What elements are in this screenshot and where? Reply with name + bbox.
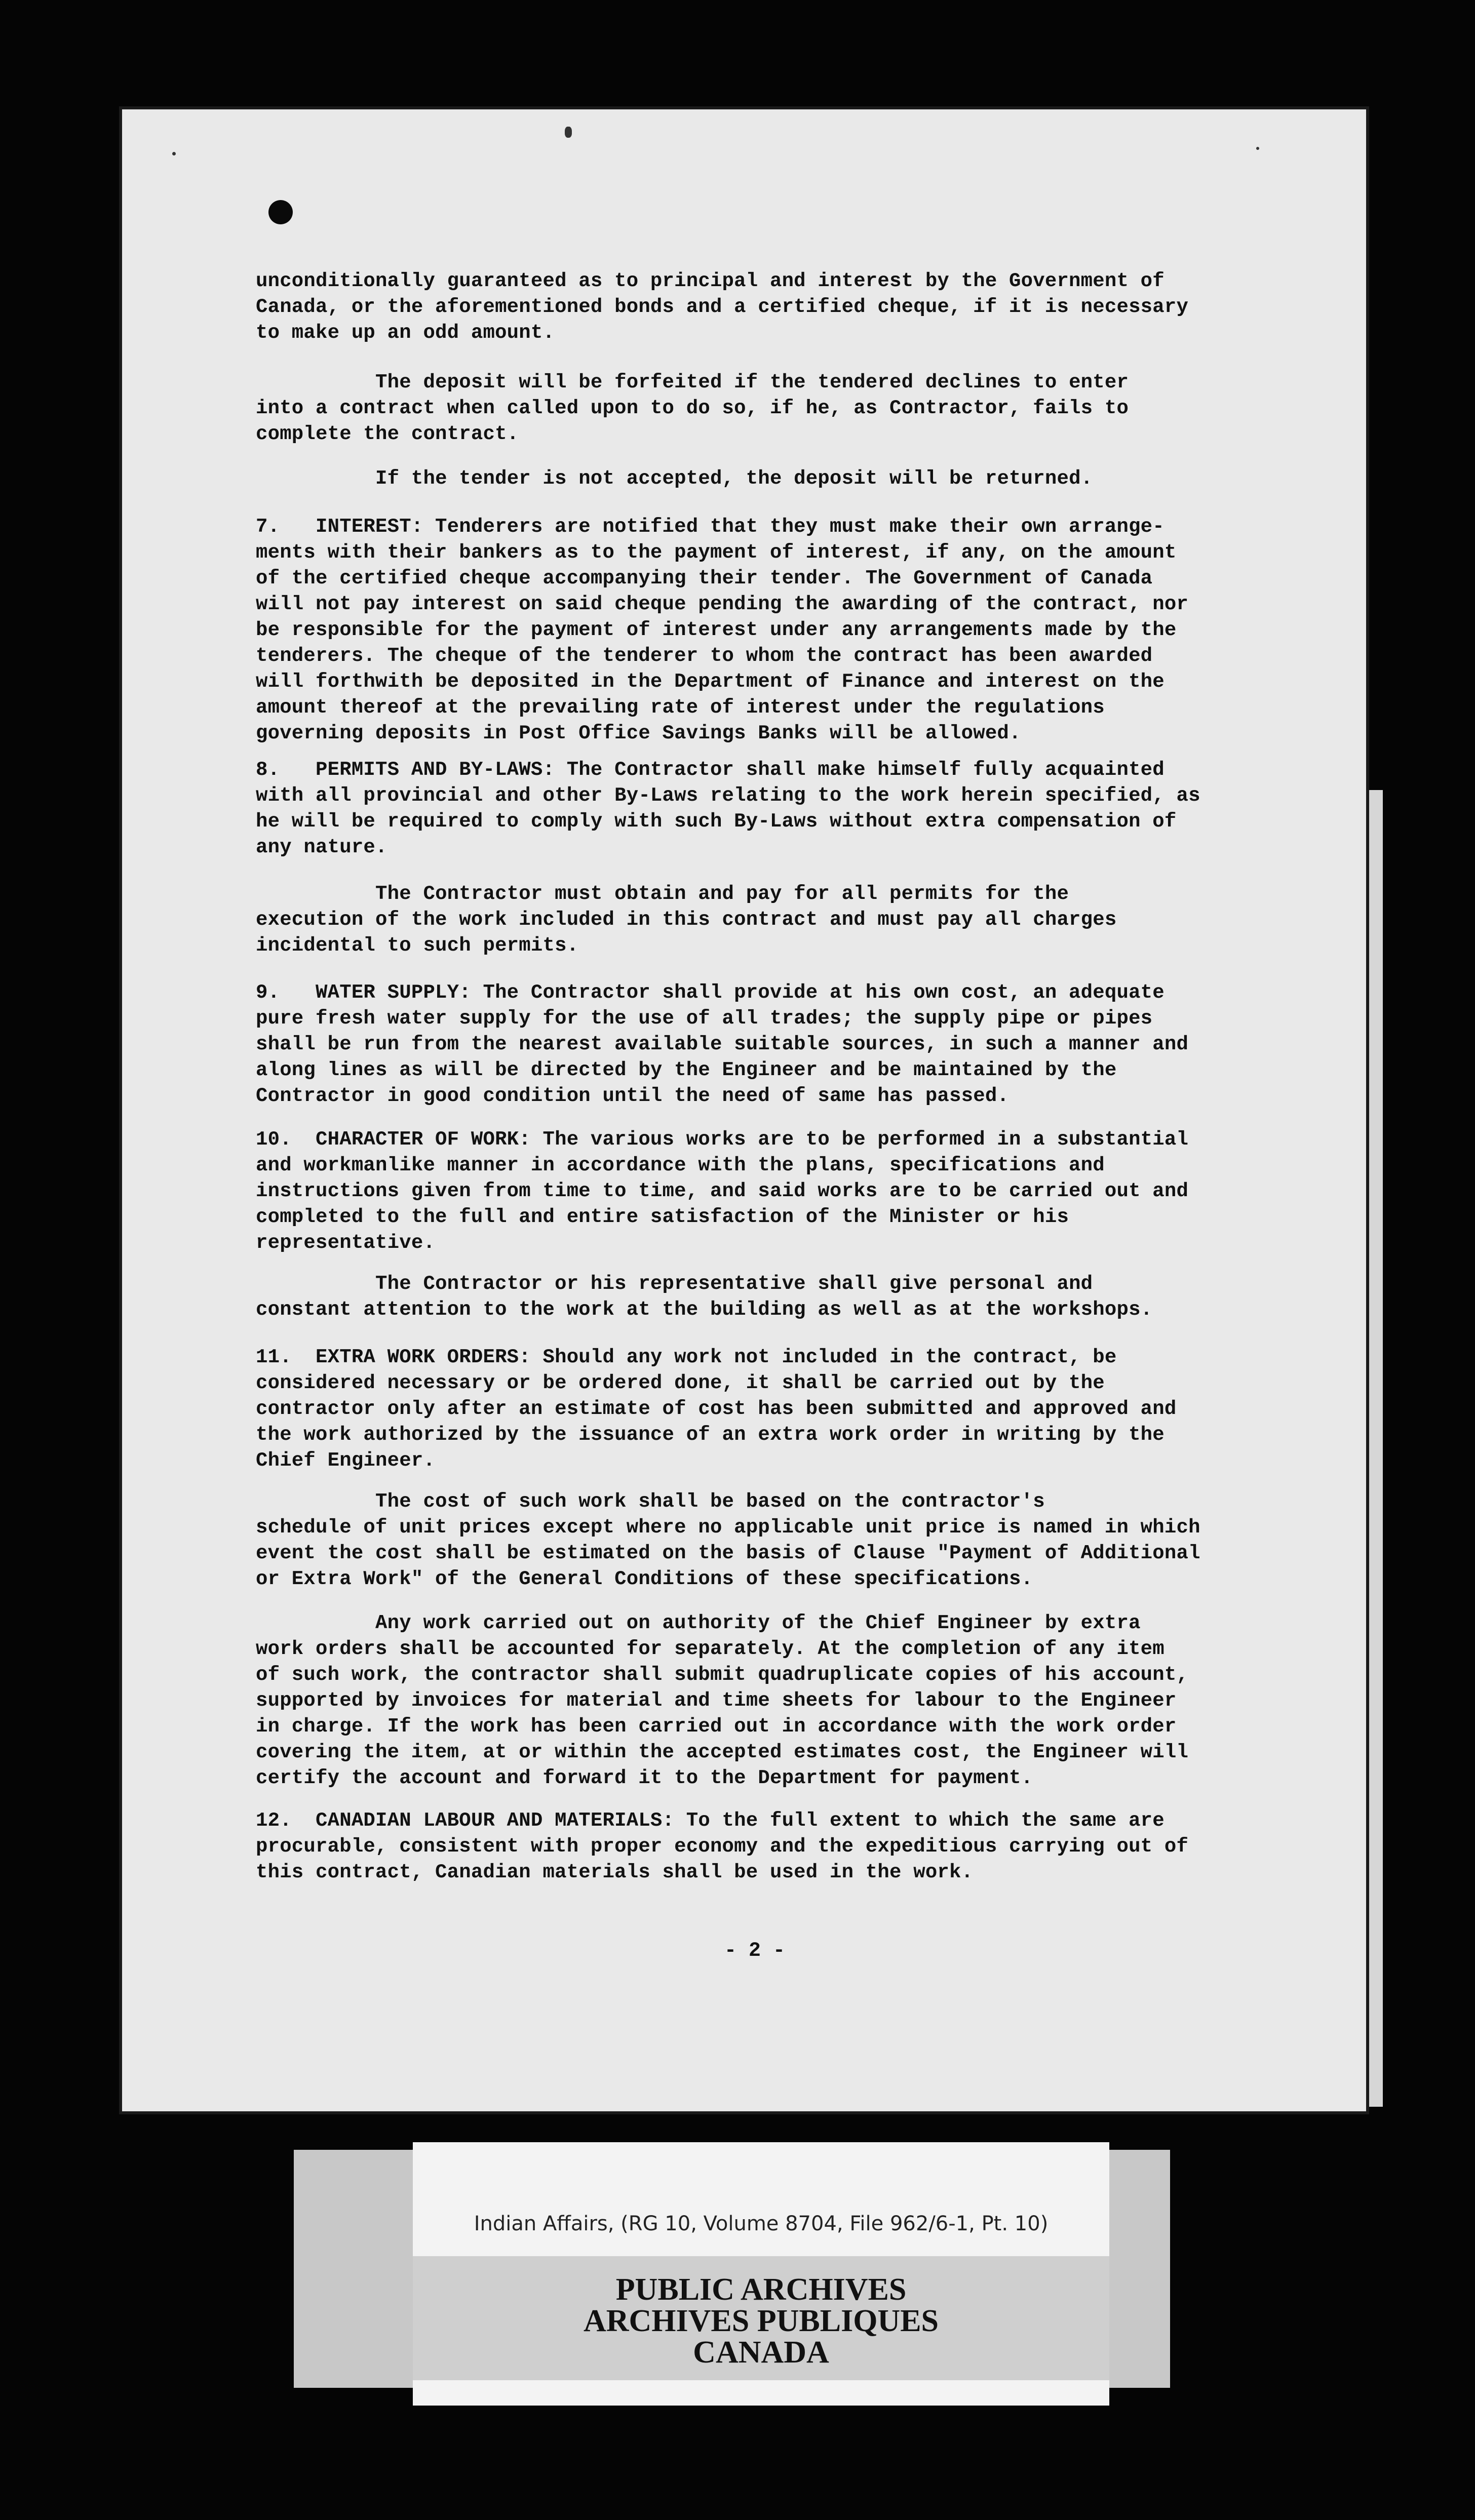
speck xyxy=(1256,147,1259,150)
clause-12-canadian-labour-and-materials: 12. CANADIAN LABOUR AND MATERIALS: To the full extent to which the same are procurable, consistent with proper economy and the expeditious carrying out of this contract, Canadian materials shall be used in the work. xyxy=(256,1809,1189,1883)
paragraph: The Contractor or his representative shall give personal and constant attention to the work at the building as well as at the workshops. xyxy=(256,1273,1153,1321)
clause-7-interest: 7. INTEREST: Tenderers are notified that they must make their own arrange- ments with their bankers as to the payment of interest, if any, on the amount of the certified cheque accompanying their tender. The Government of Canada will not pay interest on said cheque pending the awarding of the contract, nor be responsible for the payment of interest under any arrangements made by the tenderers. The cheque of the tenderer to whom the contract has been awarded will forthwith be deposited in the Department of Finance and interest on the amount thereof at the prevailing rate of interest under the regulations governing deposits in Post Office Savings Banks will be allowed. xyxy=(256,516,1189,744)
archive-stamp-line: ARCHIVES PUBLIQUES xyxy=(583,2304,939,2338)
paragraph: If the tender is not accepted, the deposit will be returned. xyxy=(256,467,1093,490)
archive-stamp-line: CANADA xyxy=(693,2335,829,2370)
speck xyxy=(565,127,572,138)
paragraph: The Contractor must obtain and pay for all permits for the execution of the work included in this contract and must pay all charges incidental to such permits. xyxy=(256,883,1117,957)
clause-10-character-of-work: 10. CHARACTER OF WORK: The various works are to be performed in a substantial and workmanlike manner in accordance with the plans, specifications and instructions given from time to time, and said works are to be carried out and completed to the full and entire satisfaction of the Minister or his representative. xyxy=(256,1128,1189,1254)
paragraph: unconditionally guaranteed as to principal and interest by the Government of Canada, or the aforementioned bonds and a certified cheque, if it is necessary to make up an odd amount. xyxy=(256,270,1189,344)
page-number: - 2 - xyxy=(724,1940,786,1962)
page-edge xyxy=(1369,790,1383,2107)
paragraph: The deposit will be forfeited if the tendered declines to enter into a contract when called upon to do so, if he, as Contractor, fails to complete the contract. xyxy=(256,371,1129,445)
archive-tag-left xyxy=(294,2150,415,2388)
clause-9-water-supply: 9. WATER SUPPLY: The Contractor shall provide at his own cost, an adequate pure fresh water supply for the use of all trades; the supply pipe or pipes shall be run from the nearest available suitable sources, in such a manner and along lines as will be directed by the Engineer and be maintained by the Contractor in good condition until the need of same has passed. xyxy=(256,981,1189,1107)
paragraph: Any work carried out on authority of the Chief Engineer by extra work orders shall be accounted for separately. At the completion of any item of such work, the contractor shall submit quadruplicate copies of his account, supported by invoices for material and time sheets for labour to the Engineer in charge. If the work has been carried out in accordance with the work order covering the item, at or within the accepted estimates cost, the Engineer will certify the account and forward it to the Department for payment. xyxy=(256,1612,1189,1789)
paragraph: The cost of such work shall be based on the contractor's schedule of unit prices except where no applicable unit price is named in which event the cost shall be estimated on the basis of Clause "Payment of Additional or Extra Work" of the General Conditions of these specifications. xyxy=(256,1490,1200,1590)
clause-11-extra-work-orders: 11. EXTRA WORK ORDERS: Should any work not included in the contract, be considered necessary or be ordered done, it shall be carried out by the contractor only after an estimate of cost has been submitted and approved and the work authorized by the issuance of an extra work order in writing by the Chief Engineer. xyxy=(256,1346,1177,1472)
speck xyxy=(172,152,176,155)
archive-reference: Indian Affairs, (RG 10, Volume 8704, File 962/6-1, Pt. 10) xyxy=(474,2212,1049,2235)
archive-tag-right xyxy=(1109,2150,1170,2388)
clause-8-permits-and-by-laws: 8. PERMITS AND BY-LAWS: The Contractor shall make himself fully acquainted with all provincial and other By-Laws relating to the work herein specified, as he will be required to comply with such By-Laws without extra compensation of any nature. xyxy=(256,759,1200,858)
archive-stamp-line: PUBLIC ARCHIVES xyxy=(615,2272,907,2307)
